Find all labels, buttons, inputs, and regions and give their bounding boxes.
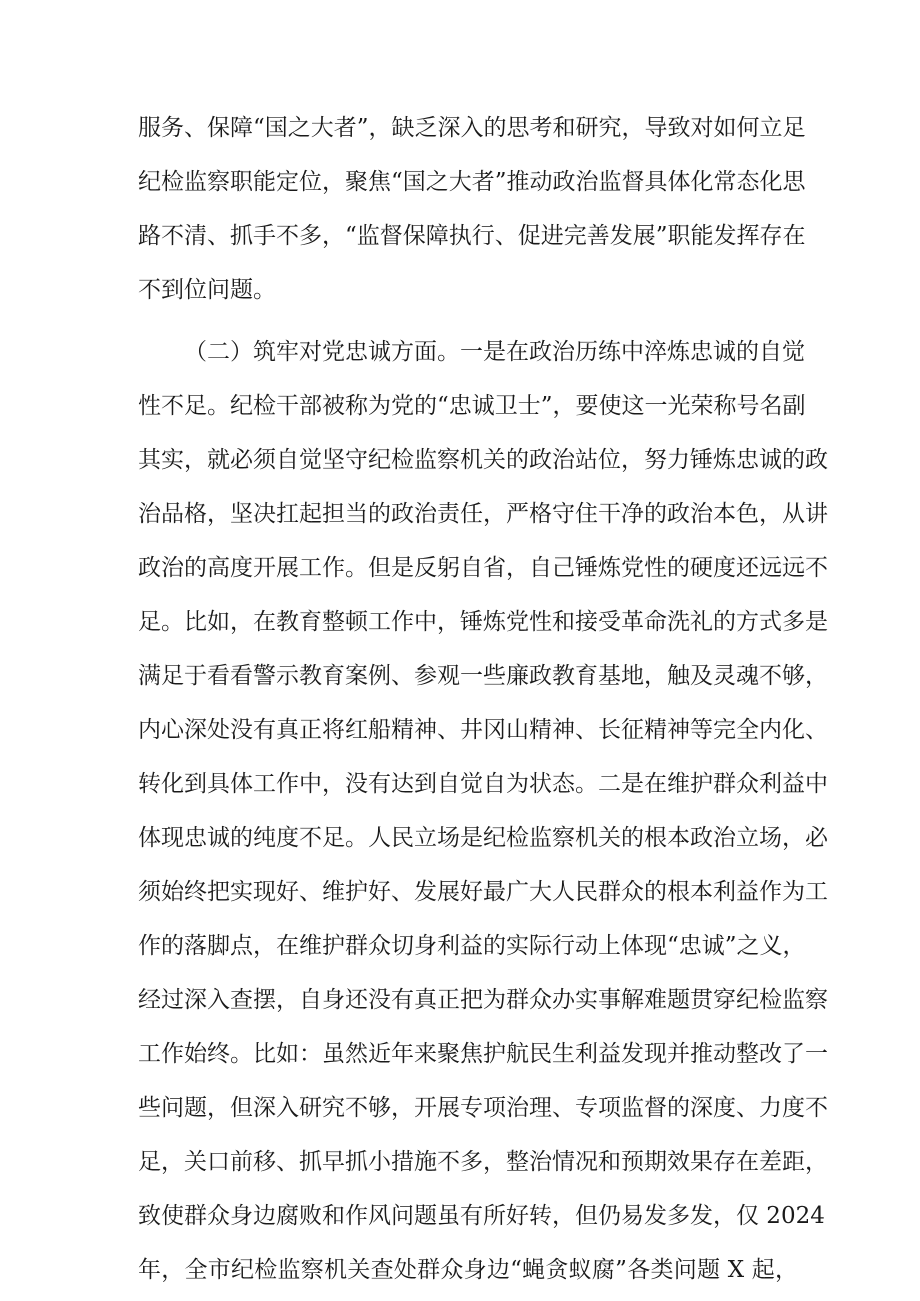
text-line: 须始终把实现好、维护好、发展好最广大人民群众的根本利益作为工 (138, 879, 828, 905)
text-line: 满足于看看警示教育案例、参观一些廉政教育基地，触及灵魂不够， (138, 663, 828, 689)
text-line: 年，全市纪检监察机关查处群众身边“蝇贪蚁腐”各类问题 X 起， (138, 1257, 798, 1283)
text-line: 内心深处没有真正将红船精神、井冈山精神、长征精神等完全内化、 (138, 717, 828, 743)
text-line: 其实，就必须自觉坚守纪检监察机关的政治站位，努力锤炼忠诚的政 (138, 447, 828, 473)
text-line: 些问题，但深入研究不够，开展专项治理、专项监督的深度、力度不 (138, 1095, 828, 1121)
text-line: 足。比如，在教育整顿工作中，锤炼党性和接受革命洗礼的方式多是 (138, 609, 828, 635)
text-line: 体现忠诚的纯度不足。人民立场是纪检监察机关的根本政治立场，必 (138, 825, 828, 851)
text-line: 纪检监察职能定位，聚焦“国之大者”推动政治监督具体化常态化思 (138, 169, 806, 195)
text-line: 不到位问题。 (138, 277, 276, 303)
text-line: 经过深入查摆，自身还没有真正把为群众办实事解难题贯穿纪检监察 (138, 987, 828, 1013)
text-line: 政治的高度开展工作。但是反躬自省，自己锤炼党性的硬度还远远不 (138, 555, 828, 581)
text-line: 服务、保障“国之大者”，缺乏深入的思考和研究，导致对如何立足 (138, 115, 806, 141)
text-line: 足，关口前移、抓早抓小措施不多，整治情况和预期效果存在差距， (138, 1149, 828, 1175)
text-line: 性不足。纪检干部被称为党的“忠诚卫士”，要使这一光荣称号名副 (138, 393, 806, 419)
text-line: 作的落脚点，在维护群众切身利益的实际行动上体现“忠诚”之义， (138, 933, 806, 959)
text-line: 治品格，坚决扛起担当的政治责任，严格守住干净的政治本色，从讲 (138, 501, 828, 527)
section-heading-line: （二）筑牢对党忠诚方面。一是在政治历练中淬炼忠诚的自觉 (184, 339, 805, 365)
text-line: 工作始终。比如：虽然近年来聚焦护航民生利益发现并推动整改了一 (138, 1041, 828, 1067)
text-line: 致使群众身边腐败和作风问题虽有所好转，但仍易发多发，仅 2024 (138, 1203, 825, 1229)
text-line: 转化到具体工作中，没有达到自觉自为状态。二是在维护群众利益中 (138, 771, 828, 797)
text-line: 路不清、抓手不多，“监督保障执行、促进完善发展”职能发挥存在 (138, 223, 806, 249)
